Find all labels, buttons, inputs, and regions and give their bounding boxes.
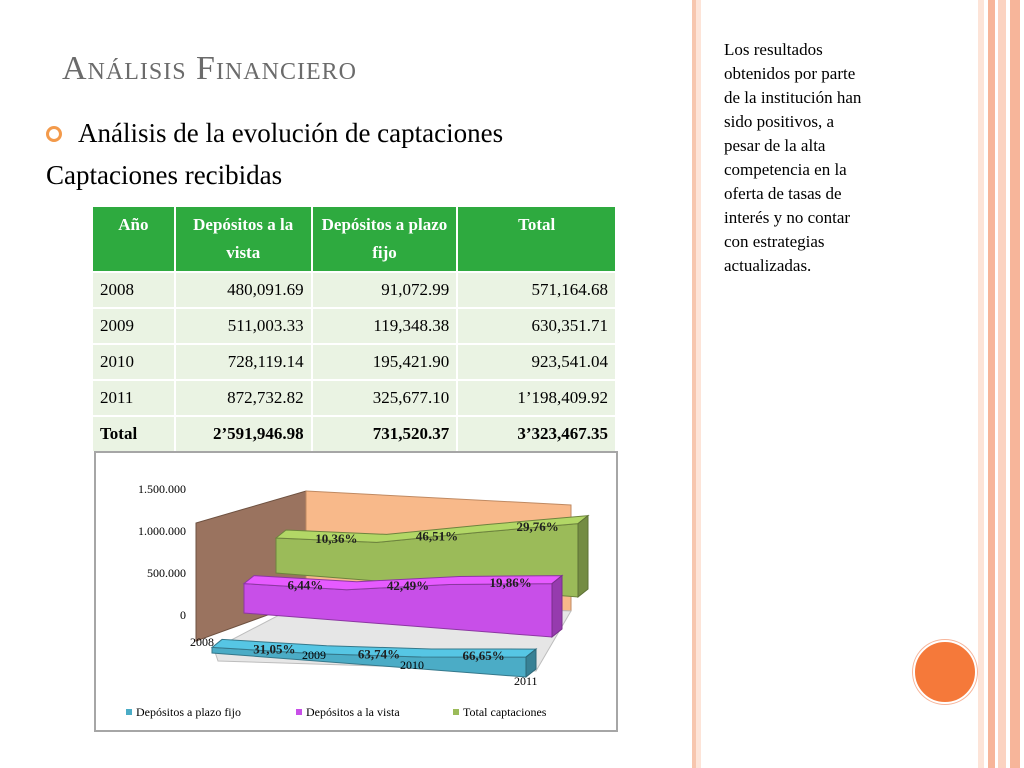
- slide-title: Análisis Financiero: [62, 50, 357, 87]
- header-year: Año: [93, 207, 175, 272]
- legend-label: Total captaciones: [463, 705, 547, 719]
- note-line: con estrategias: [724, 232, 825, 251]
- cell-year: 2008: [93, 272, 175, 308]
- y-tick-label: 500.000: [147, 566, 186, 580]
- decor-stripe: [978, 0, 984, 768]
- note-line: pesar de la alta: [724, 136, 826, 155]
- bullet-icon: [46, 126, 62, 142]
- legend-label: Depósitos a plazo fijo: [136, 705, 241, 719]
- y-tick-label: 0: [180, 608, 186, 622]
- side-note: [724, 38, 924, 278]
- subheading: Captaciones recibidas: [46, 160, 283, 190]
- captaciones-table: [93, 207, 617, 451]
- x-tick-label: 2009: [302, 648, 326, 662]
- x-tick-label: 2011: [514, 674, 538, 688]
- data-label: 19,86%: [489, 575, 532, 591]
- table-row: [93, 344, 616, 380]
- y-tick-label: 1.500.000: [138, 482, 186, 496]
- table-row: [93, 308, 616, 344]
- note-line: obtenidos por parte: [724, 64, 856, 83]
- data-label: 29,76%: [516, 519, 559, 535]
- data-label: 10,36%: [315, 531, 358, 547]
- table-row: [93, 380, 616, 416]
- series-side-1: [552, 576, 562, 637]
- x-tick-label: 2010: [400, 658, 424, 672]
- cell-total: 923,541.04: [457, 344, 616, 380]
- header-plazo: Depósitos a plazo fijo: [312, 207, 458, 272]
- note-line: sido positivos, a: [724, 112, 835, 131]
- cell-total-vista: 2’591,946.98: [175, 416, 312, 451]
- cell-total-sum: 3’323,467.35: [457, 416, 616, 451]
- area-chart-svg: [96, 453, 616, 730]
- note-line: Los resultados: [724, 40, 823, 59]
- cell-total-plazo: 731,520.37: [312, 416, 458, 451]
- cell-plazo: 91,072.99: [312, 272, 458, 308]
- series-side-2: [578, 516, 588, 597]
- cell-total: 1’198,409.92: [457, 380, 616, 416]
- table-row: [93, 272, 616, 308]
- decor-stripe: [988, 0, 995, 768]
- data-label: 31,05%: [253, 641, 296, 657]
- legend-swatch: [126, 709, 132, 715]
- decor-stripe: [696, 0, 701, 768]
- data-label: 63,74%: [357, 646, 401, 662]
- cell-year: 2009: [93, 308, 175, 344]
- legend-swatch: [296, 709, 302, 715]
- decor-stripe: [1010, 0, 1020, 768]
- data-label: 6,44%: [287, 577, 324, 593]
- cell-total: 571,164.68: [457, 272, 616, 308]
- header-vista: Depósitos a la vista: [175, 207, 312, 272]
- area-chart: [94, 451, 618, 732]
- decor-circle: [913, 640, 977, 704]
- cell-plazo: 119,348.38: [312, 308, 458, 344]
- legend-swatch: [453, 709, 459, 715]
- header-total: Total: [457, 207, 616, 272]
- cell-vista: 480,091.69: [175, 272, 312, 308]
- data-label: 66,65%: [462, 648, 505, 664]
- note-line: actualizadas.: [724, 256, 812, 275]
- cell-year: 2011: [93, 380, 175, 416]
- y-tick-label: 1.000.000: [138, 524, 186, 538]
- data-label: 46,51%: [415, 528, 459, 544]
- table-header-row: [93, 207, 616, 272]
- table-total-row: [93, 416, 616, 451]
- data-label: 42,49%: [386, 578, 430, 594]
- x-tick-label: 2008: [190, 635, 214, 649]
- cell-year: 2010: [93, 344, 175, 380]
- cell-plazo: 325,677.10: [312, 380, 458, 416]
- cell-total: 630,351.71: [457, 308, 616, 344]
- cell-plazo: 195,421.90: [312, 344, 458, 380]
- decor-stripe: [998, 0, 1006, 768]
- cell-vista: 872,732.82: [175, 380, 312, 416]
- cell-vista: 511,003.33: [175, 308, 312, 344]
- cell-total-label: Total: [93, 416, 175, 451]
- note-line: competencia en la: [724, 160, 847, 179]
- cell-vista: 728,119.14: [175, 344, 312, 380]
- bullet-item: [46, 118, 503, 149]
- legend-label: Depósitos a la vista: [306, 705, 400, 719]
- note-line: oferta de tasas de: [724, 184, 842, 203]
- bullet-text: Análisis de la evolución de captaciones: [78, 118, 504, 148]
- note-line: de la institución han: [724, 88, 862, 107]
- note-line: interés y no contar: [724, 208, 851, 227]
